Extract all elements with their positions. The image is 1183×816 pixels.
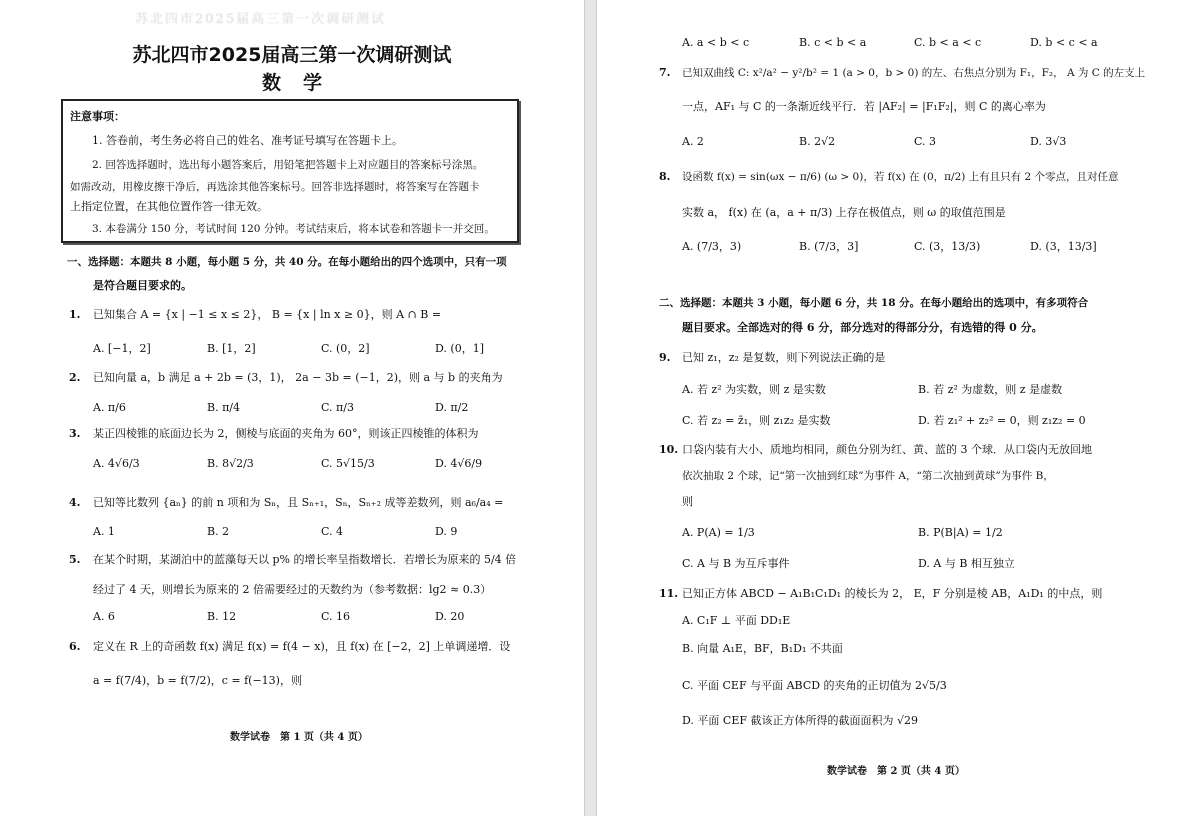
- page-divider-left: [584, 0, 585, 816]
- q2-stem: 已知向量 a，b 满足 a + 2b = (3，1)， 2a − 3b = (−1，2)，则 a 与 b 的夹角为: [93, 371, 503, 384]
- q1-option-d: D. (0，1]: [435, 342, 485, 355]
- notice-heading: 注意事项：: [70, 110, 125, 123]
- q8-stem-line-1: 设函数 f(x) = sin(ωx − π/6) (ω > 0)，若 f(x) 在 (0，π/2) 上有且只有 2 个零点，且对任意: [682, 171, 1119, 183]
- q3-option-d: D. 4√6/9: [435, 457, 483, 470]
- q2-option-b: B. π/4: [207, 401, 241, 414]
- q9-option-c: C. 若 z₂ = z̄₁，则 z₁z₂ 是实数: [682, 414, 831, 427]
- q8-option-d: D. (3，13/3]: [1030, 240, 1097, 253]
- q11-option-d: D. 平面 CEF 截该正方体所得的截面面积为 √29: [682, 714, 918, 727]
- q3-option-a: A. 4√6/3: [93, 457, 140, 470]
- q4-option-d: D. 9: [435, 525, 458, 538]
- q1-stem: 已知集合 A = {x | −1 ≤ x ≤ 2}， B = {x | ln x ≥ 0}，则 A ∩ B =: [93, 308, 442, 321]
- q5-option-c: C. 16: [321, 610, 351, 623]
- q4-option-a: A. 1: [93, 525, 115, 538]
- q3-number: 3.: [69, 427, 81, 440]
- q11-option-c: C. 平面 CEF 与平面 ABCD 的夹角的正切值为 2√5/3: [682, 679, 947, 692]
- notice-item-1: 1. 答卷前，考生务必将自己的姓名、准考证号填写在答题卡上。: [92, 134, 403, 147]
- q10-number: 10.: [659, 443, 679, 456]
- q1-option-b: B. [1，2]: [207, 342, 256, 355]
- q4-stem: 已知等比数列 {aₙ} 的前 n 项和为 Sₙ，且 Sₙ₊₁，Sₙ，Sₙ₊₂ 成等差数列，则 a₆/a₄ =: [93, 496, 504, 509]
- q5-stem-line-1: 在某个时期，某湖泊中的蓝藻每天以 p% 的增长率呈指数增长．若增长为原来的 5/4 倍: [93, 553, 517, 566]
- q4-option-b: B. 2: [207, 525, 230, 538]
- section-2-heading-line-2: 题目要求。全部选对的得 6 分，部分选对的得部分分，有选错的得 0 分。: [682, 321, 1043, 334]
- q8-option-c: C. (3，13/3): [914, 240, 981, 253]
- q3-option-c: C. 5√15/3: [321, 457, 375, 470]
- q7-option-a: A. 2: [682, 135, 704, 148]
- q5-option-d: D. 20: [435, 610, 465, 623]
- q1-number: 1.: [69, 308, 81, 321]
- q11-stem: 已知正方体 ABCD − A₁B₁C₁D₁ 的棱长为 2， E，F 分别是棱 AB，A₁D₁ 的中点，则: [682, 587, 1103, 600]
- q6-number: 6.: [69, 640, 81, 653]
- q6-option-b: B. c < b < a: [799, 36, 867, 49]
- exam-page-1: [0, 0, 584, 816]
- q1-option-c: C. (0，2]: [321, 342, 370, 355]
- q5-stem-line-2: 经过了 4 天，则增长为原来的 2 倍需要经过的天数约为（参考数据：lg2 ≈ 0.3）: [93, 583, 492, 596]
- notice-item-2-line-2: 如需改动，用橡皮擦干净后，再选涂其他答案标号。回答非选择题时，将答案写在答题卡: [70, 181, 480, 193]
- q9-option-b: B. 若 z² 为虚数，则 z 是虚数: [918, 383, 1063, 396]
- notice-item-2-line-3: 上指定位置，在其他位置作答一律无效。: [70, 200, 268, 213]
- q10-option-a: A. P(A) = 1/3: [682, 526, 755, 539]
- q9-stem: 已知 z₁，z₂ 是复数，则下列说法正确的是: [682, 351, 886, 364]
- q8-stem-line-2: 实数 a， f(x) 在 (a，a + π/3) 上存在极值点，则 ω 的取值范围是: [682, 206, 1006, 219]
- q6-stem-line-1: 定义在 R 上的奇函数 f(x) 满足 f(x) = f(4 − x)，且 f(x) 在 [−2，2] 上单调递增．设: [93, 640, 511, 653]
- q6-option-d: D. b < c < a: [1030, 36, 1098, 49]
- q2-number: 2.: [69, 371, 81, 384]
- q6-option-c: C. b < a < c: [914, 36, 982, 49]
- section-1-heading-line-2: 是符合题目要求的。: [93, 279, 192, 292]
- q7-stem-line-1: 已知双曲线 C: x²/a² − y²/b² = 1 (a > 0，b > 0) 的左、右焦点分别为 F₁，F₂， A 为 C 的左支上: [682, 67, 1146, 79]
- q10-stem-line-3: 则: [682, 495, 693, 508]
- q11-option-b: B. 向量 A₁E，BF，B₁D₁ 不共面: [682, 642, 843, 655]
- q9-number: 9.: [659, 351, 671, 364]
- subject-title: 数学: [261, 72, 344, 94]
- exam-page-2: [597, 0, 1183, 816]
- q9-option-a: A. 若 z² 为实数，则 z 是实数: [682, 383, 826, 396]
- notice-item-3: 3. 本卷满分 150 分，考试时间 120 分钟。考试结束后，将本试卷和答题卡一并交回。: [92, 223, 495, 235]
- q10-option-c: C. A 与 B 为互斥事件: [682, 557, 790, 570]
- q8-option-a: A. (7/3，3): [682, 240, 742, 253]
- q5-option-b: B. 12: [207, 610, 237, 623]
- page-1-footer: 数学试卷 第 1 页（共 4 页）: [230, 732, 368, 743]
- page-2-footer: 数学试卷 第 2 页（共 4 页）: [827, 766, 965, 777]
- q8-number: 8.: [659, 170, 671, 183]
- exam-title: 苏北四市2025届高三第一次调研测试: [132, 44, 452, 66]
- q4-option-c: C. 4: [321, 525, 344, 538]
- q10-option-d: D. A 与 B 相互独立: [918, 557, 1015, 570]
- q6-option-a: A. a < b < c: [682, 36, 750, 49]
- q2-option-d: D. π/2: [435, 401, 469, 414]
- q3-stem: 某正四棱锥的底面边长为 2，侧棱与底面的夹角为 60°，则该正四棱锥的体积为: [93, 427, 479, 440]
- section-2-heading: 二、选择题：本题共 3 小题，每小题 6 分，共 18 分。在每小题给出的选项中，有多项符合: [659, 297, 1089, 309]
- q11-number: 11.: [659, 587, 679, 600]
- notice-item-2-line-1: 2. 回答选择题时，选出每小题答案后，用铅笔把答题卡上对应题目的答案标号涂黑。: [92, 159, 484, 171]
- q7-option-c: C. 3: [914, 135, 937, 148]
- q7-number: 7.: [659, 66, 671, 79]
- q8-option-b: B. (7/3，3]: [799, 240, 859, 253]
- q10-option-b: B. P(B|A) = 1/2: [918, 526, 1003, 539]
- q7-option-b: B. 2√2: [799, 135, 836, 148]
- q4-number: 4.: [69, 496, 81, 509]
- q2-option-c: C. π/3: [321, 401, 354, 414]
- q9-option-d: D. 若 z₁² + z₂² = 0，则 z₁z₂ = 0: [918, 414, 1086, 427]
- q7-stem-line-2: 一点，AF₁ 与 C 的一条渐近线平行．若 |AF₂| = |F₁F₂|，则 C 的离心率为: [682, 100, 1046, 113]
- q5-option-a: A. 6: [93, 610, 115, 623]
- q3-option-b: B. 8√2/3: [207, 457, 254, 470]
- q10-stem-line-2: 依次抽取 2 个球，记“第一次抽到红球”为事件 A，“第二次抽到黄球”为事件 B，: [682, 470, 1054, 482]
- q11-option-a: A. C₁F ⊥ 平面 DD₁E: [682, 614, 791, 627]
- q6-stem-line-2: a = f(7/4)，b = f(7/2)，c = f(−13)，则: [93, 674, 302, 687]
- section-1-heading: 一、选择题：本题共 8 小题，每小题 5 分，共 40 分。在每小题给出的四个选项中，只有一项: [67, 256, 507, 268]
- q2-option-a: A. π/6: [93, 401, 126, 414]
- q7-option-d: D. 3√3: [1030, 135, 1067, 148]
- faded-bleedthrough-title: 苏北四市2025届高三第一次调研测试: [135, 12, 387, 27]
- q5-number: 5.: [69, 553, 81, 566]
- notice-box: [61, 99, 519, 243]
- q1-option-a: A. [−1，2]: [93, 342, 151, 355]
- q10-stem-line-1: 口袋内装有大小、质地均相同，颜色分别为红、黄、蓝的 3 个球．从口袋内无放回地: [682, 443, 1092, 456]
